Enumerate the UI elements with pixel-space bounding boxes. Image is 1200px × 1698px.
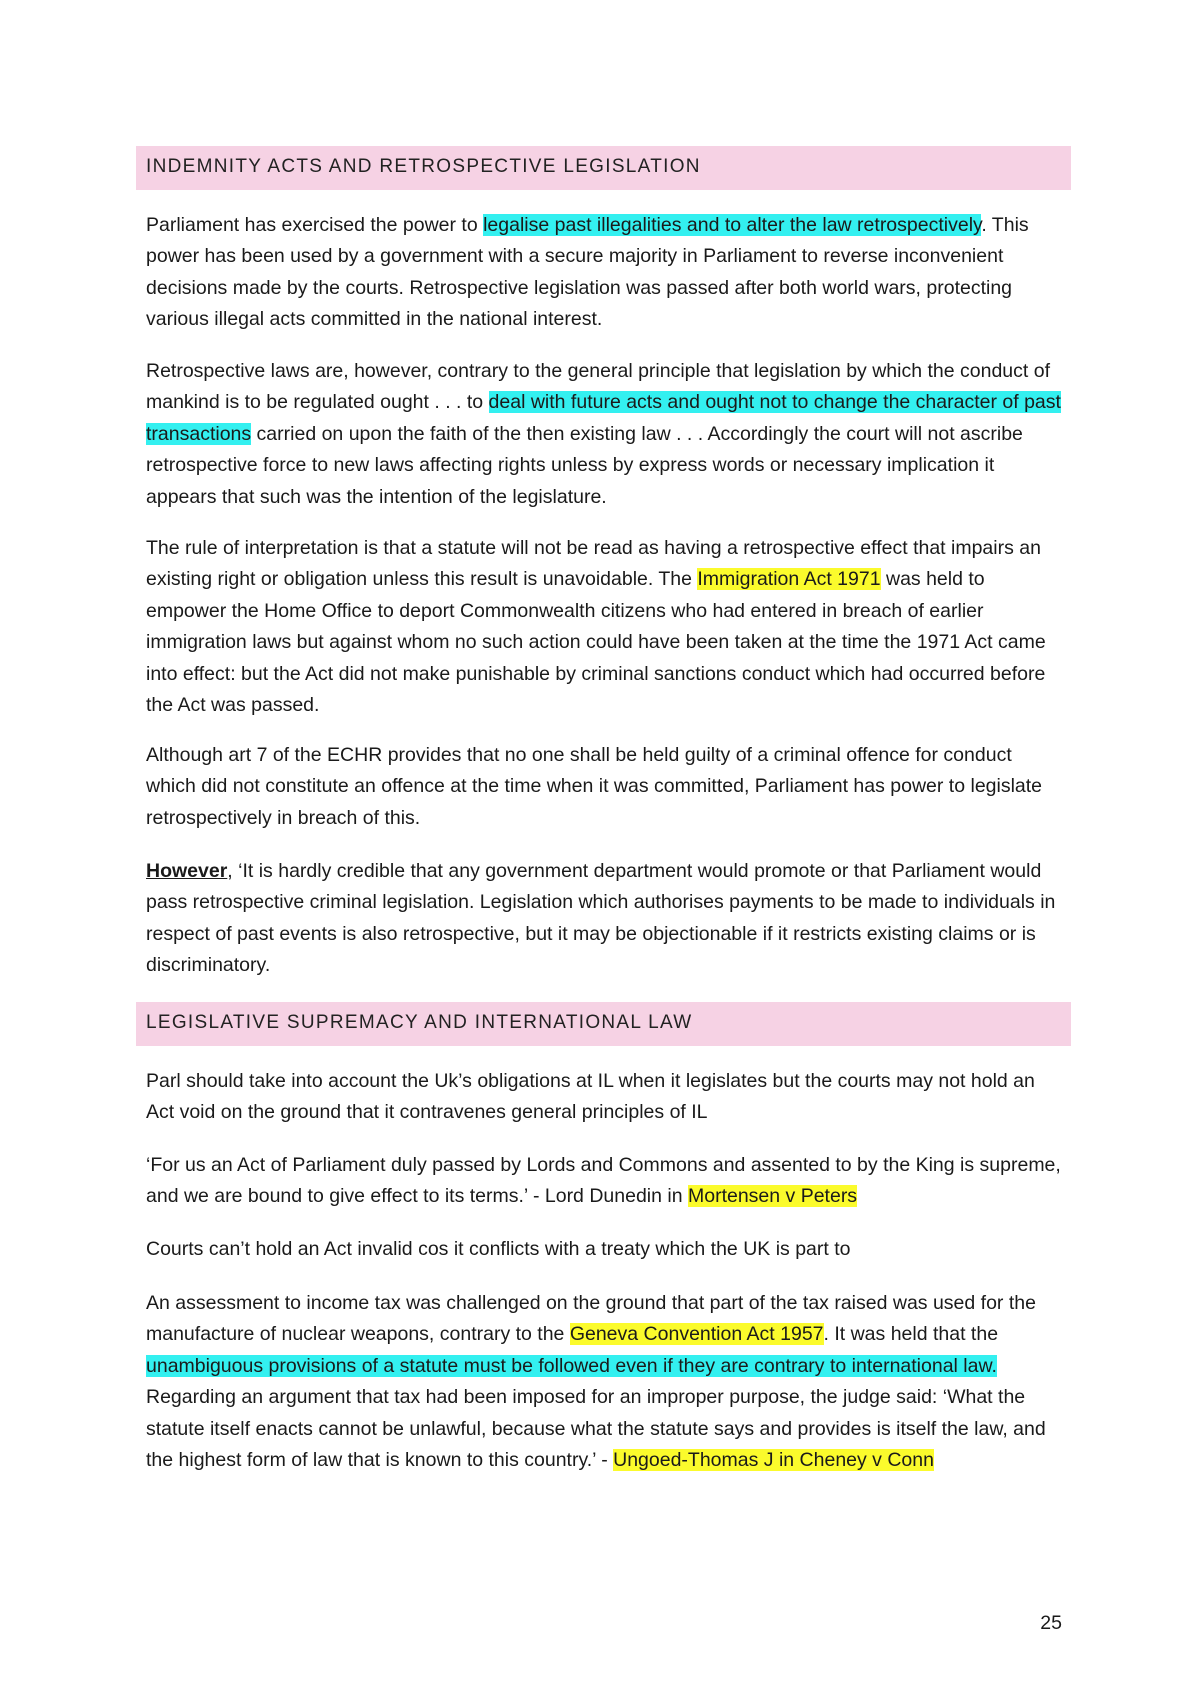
- paragraph-7: ‘For us an Act of Parliament duly passed by Lords and Commons and assented to by the King is supreme, and we are bound to give effect to its terms.’ - Lord Dunedin in Mortensen v Peters: [146, 1154, 1061, 1208]
- highlight-yellow: Mortensen v Peters: [687, 1185, 858, 1208]
- paragraph-2: Retrospective laws are, however, contrary to the general principle that legislation by which the conduct of mankind is to be regulated ought . . . to deal with future acts and ought not to change the character of past transactions carried on upon the faith of the then existing law . . . Accordingly the court will not ascribe retrospective force to new laws affecting rights unless by express words or necessary implication it appears that such was the intention of the legislature.: [146, 360, 1061, 508]
- page-number: 25: [1040, 1612, 1062, 1634]
- section-heading-international-law: LEGISLATIVE SUPREMACY AND INTERNATIONAL LAW: [136, 1002, 1071, 1046]
- section-heading-indemnity: INDEMNITY ACTS AND RETROSPECTIVE LEGISLATION: [136, 146, 1071, 190]
- paragraph-4: Although art 7 of the ECHR provides that no one shall be held guilty of a criminal offence for conduct which did not constitute an offence at the time when it was committed, Parliament has power to legislate retrospectively in breach of this.: [146, 744, 1043, 829]
- highlight-yellow: Geneva Convention Act 1957: [569, 1323, 824, 1346]
- emphasis-however: However: [146, 860, 228, 882]
- paragraph-8: Courts can’t hold an Act invalid cos it conflicts with a treaty which the UK is part to: [146, 1238, 851, 1260]
- highlight-cyan: unambiguous provisions of a statute must be followed even if they are contrary to international law.: [146, 1354, 997, 1377]
- highlight-yellow: Immigration Act 1971: [697, 568, 881, 591]
- paragraph-9: An assessment to income tax was challenged on the ground that part of the tax raised was used for the manufacture of nuclear weapons, contrary to the Geneva Convention Act 1957. It was held that the unambiguous provisions of a statute must be followed even if they are contrary to international law. Regarding an argument that tax had been imposed for an improper purpose, the judge said: ‘What the statute itself enacts cannot be unlawful, because what the statute says and provides is itself the law, and the highest form of law that is known to this country.’ - Ungoed-Thomas J in Cheney v Conn: [146, 1292, 1046, 1472]
- paragraph-6: Parl should take into account the Uk’s obligations at IL when it legislates but the courts may not hold an Act void on the ground that it contravenes general principles of IL: [146, 1070, 1035, 1124]
- highlight-cyan: legalise past illegalities and to alter the law retrospectively: [483, 214, 982, 236]
- highlight-yellow: Ungoed-Thomas J in Cheney v Conn: [613, 1449, 934, 1472]
- paragraph-1: Parliament has exercised the power to legalise past illegalities and to alter the law retrospectively. This power has been used by a government with a secure majority in Parliament to reverse inconvenient decisions made by the courts. Retrospective legislation was passed after both world wars, protecting various illegal acts committed in the national interest.: [146, 214, 1029, 331]
- highlight-cyan: deal with future acts and ought not to change the character of past transactions: [146, 391, 1061, 445]
- paragraph-5: However, ‘It is hardly credible that any government department would promote or that Parliament would pass retrospective criminal legislation. Legislation which authorises payments to be made to individuals in respect of past events is also retrospective, but it may be objectionable if it restricts existing claims or is discriminatory.: [146, 860, 1056, 977]
- paragraph-3: The rule of interpretation is that a statute will not be read as having a retrospective effect that impairs an existing right or obligation unless this result is unavoidable. The Immigration Act 1971 was held to empower the Home Office to deport Commonwealth citizens who had entered in breach of earlier immigration laws but against whom no such action could have been taken at the time the 1971 Act came into effect: but the Act did not make punishable by criminal sanctions conduct which had occurred before the Act was passed.: [146, 537, 1046, 717]
